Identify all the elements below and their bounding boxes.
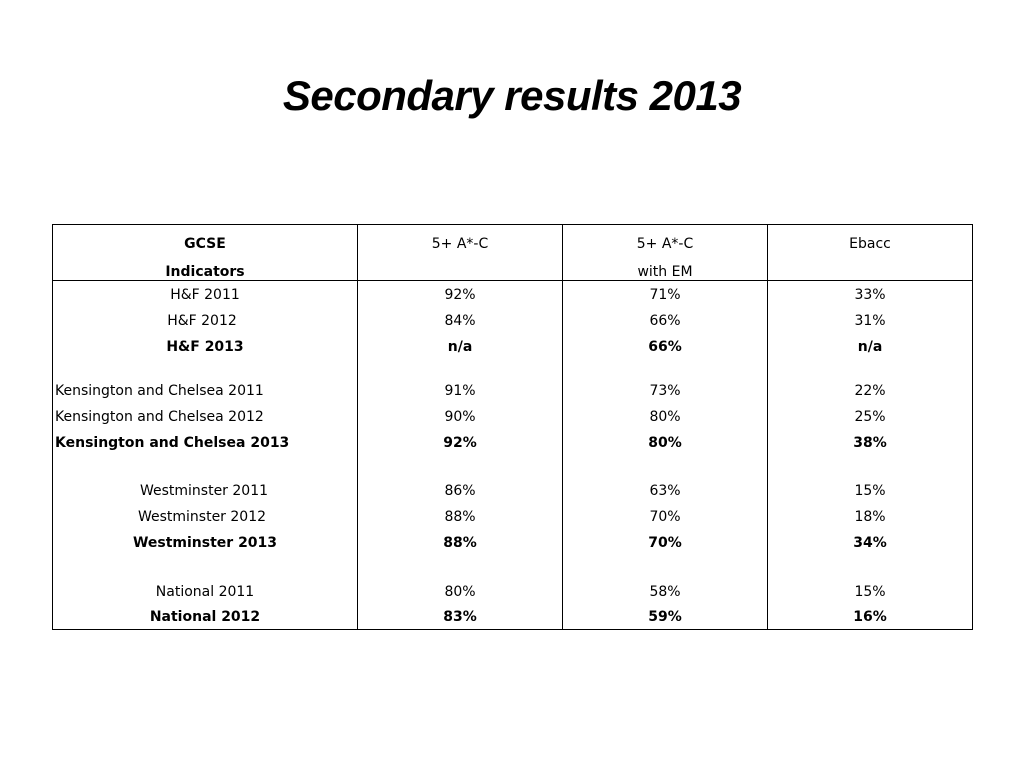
header-5ac-em-line2: with EM: [637, 264, 693, 280]
row-label: Kensington and Chelsea 2013: [55, 435, 290, 451]
cell-ebacc: 31%: [854, 313, 886, 329]
cell-5ac-em: 66%: [648, 339, 682, 355]
cell-5ac: 90%: [444, 409, 476, 425]
cell-5ac: 80%: [444, 584, 476, 600]
table-body: [53, 281, 972, 629]
row-label: H&F 2012: [167, 313, 237, 329]
cell-ebacc: 34%: [853, 535, 887, 551]
row-label: Westminster 2013: [132, 535, 278, 551]
cell-5ac-em: 66%: [649, 313, 681, 329]
header-5ac: [358, 225, 563, 280]
cell-5ac-em: 73%: [649, 383, 681, 399]
row-label: Westminster 2012: [137, 509, 267, 525]
cell-ebacc: 33%: [854, 287, 886, 303]
header-5ac-label: 5+ A*-C: [431, 236, 489, 252]
cell-5ac: n/a: [447, 339, 473, 355]
cell-5ac: 92%: [443, 435, 477, 451]
cell-ebacc: 15%: [854, 584, 886, 600]
row-label: Kensington and Chelsea 2012: [55, 409, 264, 425]
header-5ac-em: [563, 225, 768, 280]
cell-ebacc: 16%: [853, 609, 887, 625]
five-ac-em-column: [563, 281, 768, 629]
row-label: Westminster 2011: [139, 483, 269, 499]
table-header-row: [53, 225, 972, 281]
cell-5ac-em: 80%: [649, 409, 681, 425]
cell-5ac: 83%: [443, 609, 477, 625]
cell-5ac-em: 70%: [648, 535, 682, 551]
row-label: Kensington and Chelsea 2011: [55, 383, 264, 399]
ebacc-column: [768, 281, 972, 629]
cell-5ac: 91%: [444, 383, 476, 399]
cell-5ac: 86%: [444, 483, 476, 499]
cell-5ac-em: 71%: [649, 287, 681, 303]
cell-5ac: 88%: [443, 535, 477, 551]
cell-5ac-em: 59%: [648, 609, 682, 625]
results-table: [52, 224, 973, 630]
cell-ebacc: 15%: [854, 483, 886, 499]
cell-5ac: 92%: [444, 287, 476, 303]
row-label: National 2012: [149, 609, 261, 625]
header-ebacc-label: Ebacc: [849, 236, 891, 252]
five-ac-column: [358, 281, 563, 629]
cell-ebacc: 18%: [854, 509, 886, 525]
cell-5ac: 84%: [444, 313, 476, 329]
header-indicators-label: Indicators: [165, 264, 245, 280]
cell-5ac-em: 63%: [649, 483, 681, 499]
label-column: [53, 281, 358, 629]
header-indicators: [53, 225, 358, 280]
row-label: National 2011: [155, 584, 255, 600]
cell-ebacc: n/a: [857, 339, 883, 355]
row-label: H&F 2011: [170, 287, 240, 303]
cell-5ac-em: 80%: [648, 435, 682, 451]
cell-ebacc: 38%: [853, 435, 887, 451]
header-5ac-em-line1: 5+ A*-C: [636, 236, 694, 252]
cell-5ac-em: 70%: [649, 509, 681, 525]
cell-ebacc: 22%: [854, 383, 886, 399]
header-gcse: GCSE: [184, 236, 226, 252]
cell-5ac: 88%: [444, 509, 476, 525]
page-title: Secondary results 2013: [282, 72, 742, 119]
header-ebacc: [768, 225, 972, 280]
cell-5ac-em: 58%: [649, 584, 681, 600]
row-label: H&F 2013: [166, 339, 244, 355]
cell-ebacc: 25%: [854, 409, 886, 425]
